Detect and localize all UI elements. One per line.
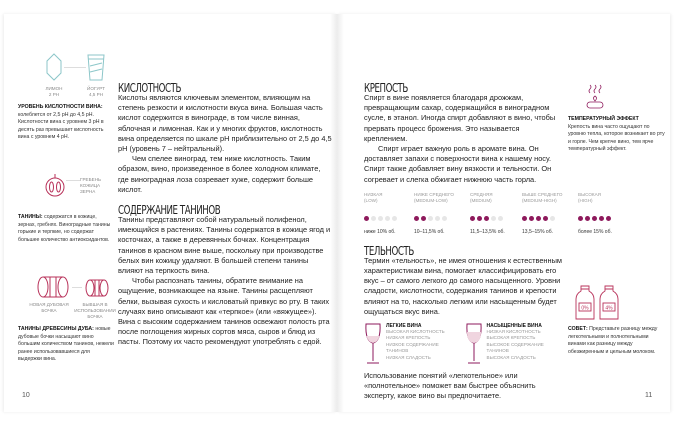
strength-dot bbox=[536, 216, 541, 221]
temp-note: ТЕМПЕРАТУРНЫЙ ЭФФЕКТ Крепость вина часто ощущают по уровню тепла, которое возникает во рту и горле. Чем крепче вино, тем ярче температурный эффект. bbox=[568, 116, 665, 153]
strength-label: СРЕДНЯЯ bbox=[470, 191, 493, 197]
strength-label: ВЫСОКАЯ bbox=[578, 191, 601, 197]
strength-dot bbox=[529, 216, 534, 221]
strength-dot bbox=[414, 216, 419, 221]
full-wine-block bbox=[465, 323, 565, 365]
tannins-text: Танины представляют собой натуральный полифенол, имеющийся в растениях. Танины содержатся в кожице ягод и косточках, а также в деревянных бочках. Концентрация танинов в красном вине выше, поскольку при производстве белых вин кожицу удаляют. В большей степени танины влияют на терпкость вина. Чтобы распознать танины, обратите внимание на ощущение, возникающее на языке. Танины расщепляют белки, вызывая сухость и кисловатый привкус во рту. В таких случаях вино описывают как «терпкое» (или «вяжущее»). Вина с высоким содержанием танинов освежают полость рта после поглощения жирных сортов мяса, сыров и блюд из пасты. Поэтому их часто рекомендуют употреблять с едой. bbox=[118, 215, 331, 347]
body-conclusion: Использование понятий «легкотельное» или «полнотельное» поможет вам быстрее объяснить эксперту, какое вино вы предпочитаете. bbox=[364, 371, 536, 401]
strength-dot bbox=[543, 216, 548, 221]
strength-dot bbox=[477, 216, 482, 221]
wine-glass-light-icon bbox=[364, 323, 382, 365]
divider bbox=[64, 67, 86, 68]
new-barrel-icon bbox=[36, 274, 70, 300]
strength-dot bbox=[385, 216, 390, 221]
light-wine-text: ЛЕГКИЕ ВИНА ВЫСОКАЯ КИСЛОТНОСТЬ НИЗКАЯ КРЕПОСТЬ НИЗКОЕ СОДЕРЖАНИЕ ТАНИНОВ НИЗКАЯ СЛАДОСТЬ bbox=[386, 323, 445, 360]
strength-dot bbox=[599, 216, 604, 221]
strength-dot bbox=[491, 216, 496, 221]
strength-dot bbox=[470, 216, 475, 221]
bottle-label: 0% bbox=[581, 305, 589, 312]
strength-dot bbox=[392, 216, 397, 221]
strength-dot bbox=[428, 216, 433, 221]
glasses-row bbox=[364, 323, 564, 365]
lemon-icon bbox=[44, 52, 64, 82]
right-main-column bbox=[364, 79, 612, 402]
strength-text: Спирт в вине появляется благодаря дрожжам, превращающим сахар, содержащийся в виноградном сусле, в этанол. Иногда спирт добавляют в вино, чтобы прервать процесс брожения. Это называется креплением. Спирт играет важную роль в аромате вина. Он доставляет запахи с поверхности вина к нашему носу. Спирт также добавляет вину вязкости и тельности. Он согревает и слегка обжигает нижнюю часть горла. bbox=[364, 93, 556, 184]
acidity-text: Кислоты являются ключевым элементом, влияющим на степень резкости и кислотности вкуса вина. Большая часть кислот содержится в винограде, в том числе винная, яблочная и лимонная. Как и у многих фруктов, кислотность вина определяется по шкале pH приблизительно от 2,5 до 4,5 pH (уровень 7 – нейтральный). Чем спелее виноград, тем ниже кислотность. Таким образом, вино, произведенное в более холодном климате, где виноградная лоза созревает хуже, содержит больше кислот. bbox=[118, 93, 332, 194]
strength-level bbox=[578, 192, 628, 235]
strength-label: НИЗКАЯ bbox=[364, 191, 383, 197]
strength-value: 11,5–13,5% об. bbox=[470, 228, 505, 235]
milk-bottles-icon bbox=[574, 285, 622, 321]
strength-level bbox=[364, 192, 414, 235]
strength-dot bbox=[364, 216, 369, 221]
light-wine-block bbox=[364, 323, 464, 365]
strength-scale bbox=[364, 192, 664, 235]
strength-heading: КРЕПОСТЬ bbox=[364, 81, 408, 95]
wine-glass-full-icon bbox=[465, 323, 483, 365]
used-barrel-icon bbox=[84, 278, 110, 298]
strength-value: ниже 10% об. bbox=[364, 228, 396, 235]
acidity-note: УРОВЕНЬ КИСЛОТНОСТИ ВИНА: колеблется от 2,5 pH до 4,5 pH. Кислотности вина с уровнем 3 pH в десять раз превышает кислотность вина с уровнем 4 pH. bbox=[18, 104, 104, 141]
strength-dot bbox=[522, 216, 527, 221]
strength-dot bbox=[371, 216, 376, 221]
tip-note: СОВЕТ: Представьте разницу между легкотельными и полнотельными винами как разницу между обезжиренным и цельным молоком. bbox=[568, 326, 658, 355]
strength-dot bbox=[606, 216, 611, 221]
bottle-label: 4% bbox=[605, 305, 613, 312]
page-number: 11 bbox=[645, 392, 653, 399]
strength-level bbox=[470, 192, 522, 235]
strength-sub: (HIGH) bbox=[578, 197, 593, 203]
left-main-column bbox=[118, 79, 332, 348]
strength-label: НИЖЕ СРЕДНЕГО bbox=[414, 191, 454, 197]
strength-dot bbox=[378, 216, 383, 221]
strength-dot bbox=[484, 216, 489, 221]
book-gutter bbox=[330, 14, 344, 412]
body-heading: ТЕЛЬНОСТЬ bbox=[364, 243, 414, 258]
lemon-label: ЛИМОН 2 PH bbox=[45, 86, 63, 97]
strength-dot bbox=[442, 216, 447, 221]
divider bbox=[72, 287, 82, 288]
strength-dot bbox=[592, 216, 597, 221]
new-barrel-label: НОВАЯ ДУБОВАЯ БОЧКА bbox=[29, 302, 69, 313]
strength-value: 13,5–15% об. bbox=[522, 228, 553, 235]
strength-sub: (MEDIUM-HIGH) bbox=[522, 197, 557, 203]
yogurt-icon bbox=[86, 52, 106, 82]
oak-note: ТАНИНЫ ДРЕВЕСИНЫ ДУБА: новые дубовые бочки насыщают вино большим количеством танинов, нежели ранее использовавшиеся для выдержки вина. bbox=[18, 326, 114, 363]
acidity-heading: КИСЛОТНОСТЬ bbox=[118, 81, 181, 95]
grape-icon bbox=[42, 172, 68, 198]
strength-dot bbox=[585, 216, 590, 221]
strength-label: ВЫШЕ СРЕДНЕГО bbox=[522, 191, 563, 197]
used-barrel-label: БЫВШАЯ В ИСПОЛЬЗОВАНИИ БОЧКА bbox=[74, 302, 116, 319]
strength-dot bbox=[498, 216, 503, 221]
warming-candle-icon bbox=[582, 84, 608, 110]
tannin-note: ТАНИНЫ: содержатся в кожице, зернах, гребнях. Виноградные танины горькие и терпкие, но содержат большее количество антиоксидантов. bbox=[18, 214, 111, 243]
full-wine-text: НАСЫЩЕННЫЕ ВИНА НИЗКАЯ КИСЛОТНОСТЬ ВЫСОКАЯ КРЕПОСТЬ ВЫСОКОЕ СОДЕРЖАНИЕ ТАНИНОВ ВЫСОКАЯ СЛАДОСТЬ bbox=[486, 323, 544, 360]
strength-level bbox=[522, 192, 578, 235]
strength-sub: (MEDIUM) bbox=[470, 197, 492, 203]
strength-dot bbox=[421, 216, 426, 221]
tannins-heading: СОДЕРЖАНИЕ ТАНИНОВ bbox=[118, 203, 221, 218]
strength-value: 10–11,5% об. bbox=[414, 228, 445, 235]
strength-value: более 15% об. bbox=[578, 228, 612, 235]
strength-level bbox=[414, 192, 470, 235]
strength-dot bbox=[435, 216, 440, 221]
grape-labels: ГРЕБЕНЬ КОЖИЦА ЗЕРНА bbox=[80, 177, 102, 194]
strength-sub: (LOW) bbox=[364, 197, 378, 203]
strength-sub: (MEDIUM-LOW) bbox=[414, 197, 448, 203]
page-number: 10 bbox=[22, 392, 30, 399]
divider bbox=[66, 180, 80, 181]
strength-dot bbox=[578, 216, 583, 221]
body-text: Термин «тельность», не имея отношения к естественным характеристикам вина, помогает классифицировать его вкус – от самого легкого до самого насыщенного. Уровни сладости, кислотности, содержания танинов и крепости влияют на то, насколько легким или насыщенным будет ощущаться вкус вина. bbox=[364, 255, 562, 316]
yogurt-label: ЙОГУРТ 4,5 PH bbox=[87, 86, 105, 97]
strength-dot bbox=[550, 216, 555, 221]
